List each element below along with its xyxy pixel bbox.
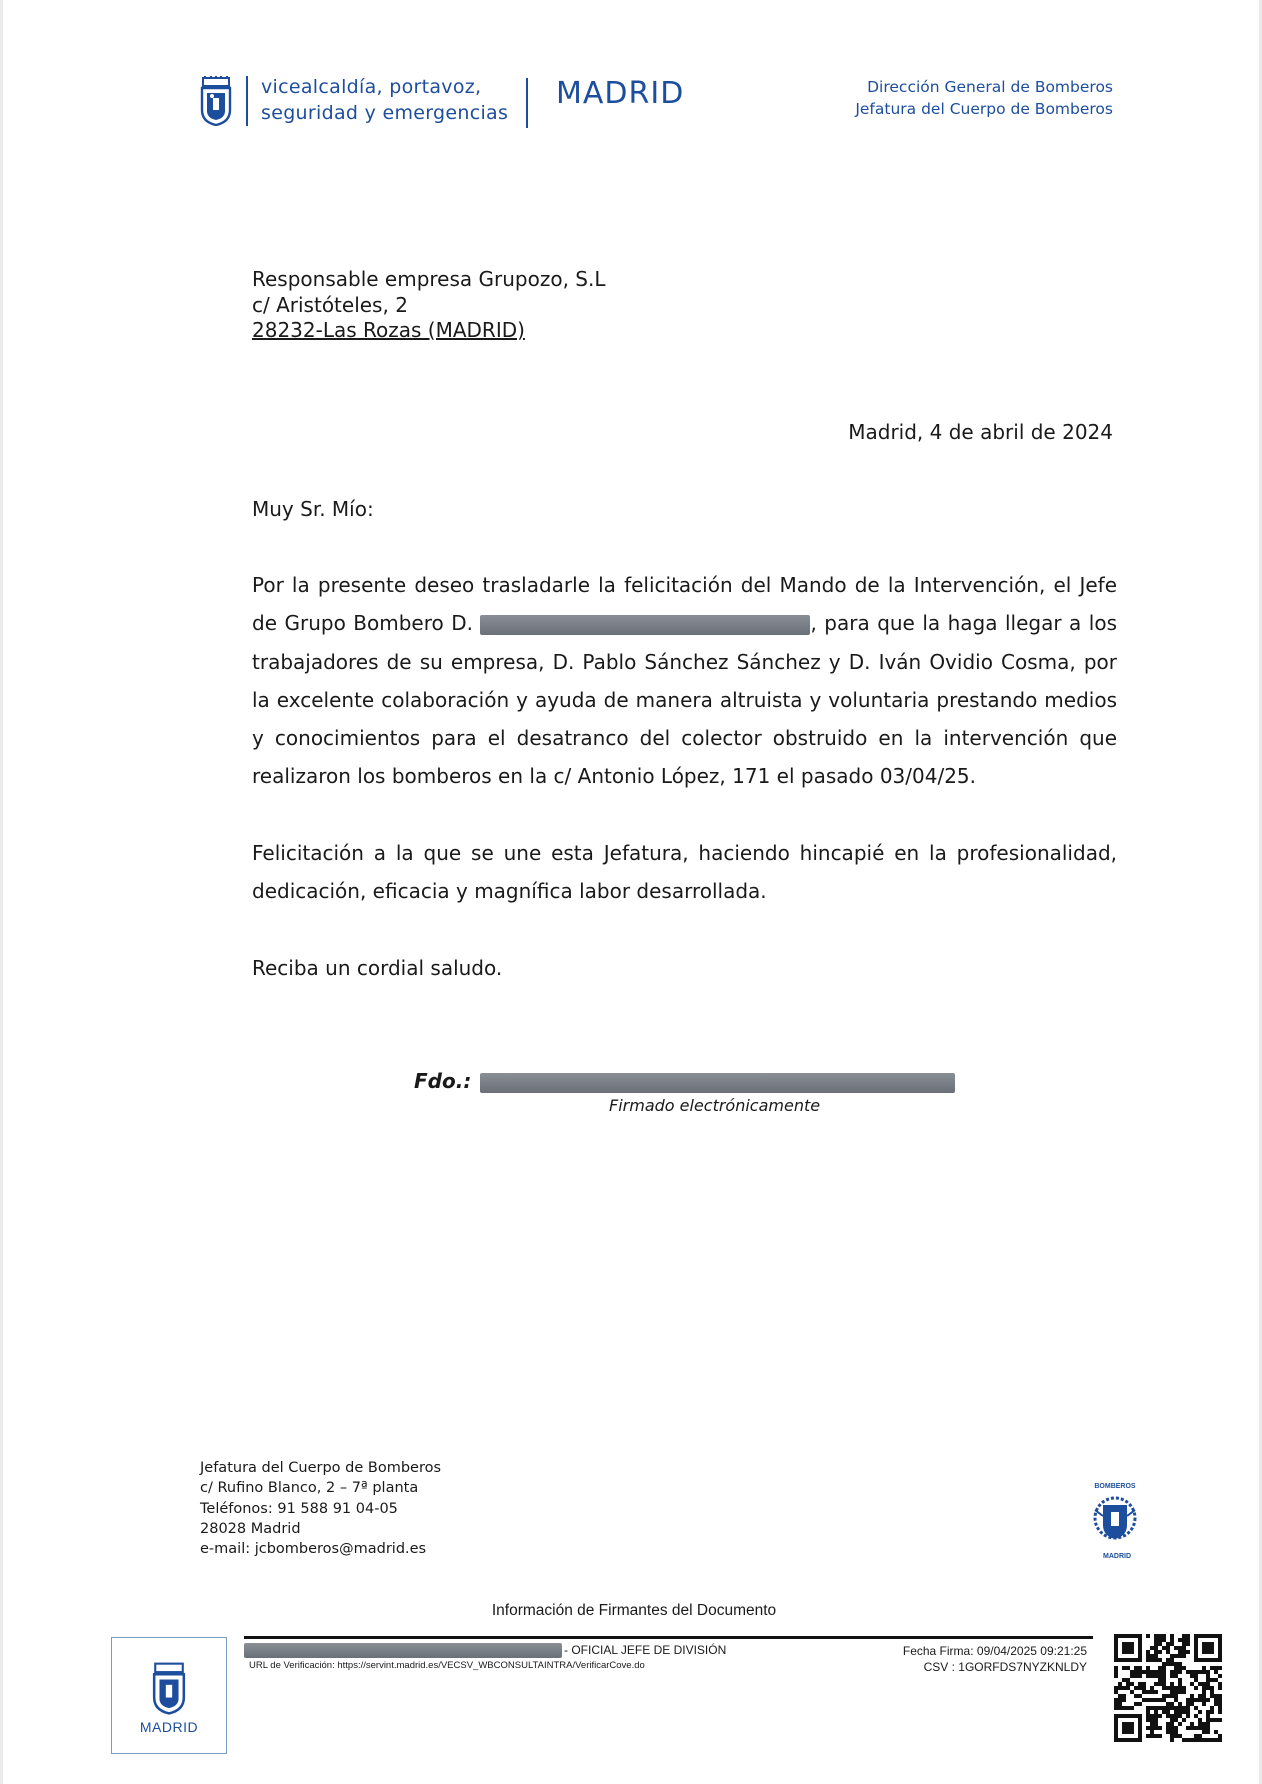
recipient-line: Responsable empresa Grupozo, S.L — [252, 267, 606, 291]
issuing-office — [855, 76, 1113, 120]
direction-line: Jefatura del Cuerpo de Bomberos — [855, 100, 1113, 118]
address-line: c/ Rufino Blanco, 2 – 7ª planta — [200, 1480, 419, 1497]
signer-row — [244, 1643, 726, 1658]
department-line: vicealcaldía, portavoz, — [261, 76, 482, 98]
seal-bottom-text: MADRID — [1103, 1553, 1131, 1560]
paragraph-text: , para que la haga llegar a los trabajadores de su empresa, D. Pablo Sánchez Sánchez y D. Iván Ovidio Cosma, por la excelente colaboración y ayuda de manera altruista y voluntaria prestando medios y conocimientos para el desatranco del colector obstruido en la intervención que realizaron los bomberos en la c/ Antonio López, 171 el pasado 03/04/25. — [252, 611, 1117, 789]
redacted-signer-name — [480, 1073, 955, 1093]
signature-prefix: Fdo.: — [414, 1069, 472, 1093]
redacted-signer — [244, 1643, 562, 1658]
recipient-line: 28232-Las Rozas (MADRID) — [252, 318, 525, 342]
address-line: Teléfonos: 91 588 91 04-05 — [200, 1500, 398, 1517]
paragraph-text: Por la presente deseo trasladarle la felicitación del Mando de la Intervención, el Jefe de Grupo Bombero D. — [252, 573, 1117, 636]
header-divider — [246, 76, 248, 126]
signers-info-title: Información de Firmantes del Documento — [491, 1602, 777, 1619]
signature-line — [414, 1069, 955, 1093]
body-paragraph: Felicitación a la que se une esta Jefatura, haciendo hincapié en la profesionalidad, dedicación, eficacia y magnífica labor desarrollada. — [252, 841, 1117, 904]
salutation: Muy Sr. Mío: — [252, 497, 374, 521]
closing: Reciba un cordial saludo. — [252, 956, 503, 980]
signature-note: Firmado electrónicamente — [609, 1096, 821, 1115]
address-line: 28028 Madrid — [200, 1520, 301, 1537]
footer-address — [200, 1458, 441, 1559]
signers-divider — [244, 1636, 1093, 1639]
letter-page — [3, 0, 1259, 1784]
address-line: e-mail: jcbomberos@madrid.es — [200, 1541, 427, 1558]
body-paragraph — [252, 566, 1117, 796]
department-line: seguridad y emergencias — [261, 102, 509, 124]
address-line: Jefatura del Cuerpo de Bomberos — [200, 1460, 442, 1476]
department-name — [261, 74, 508, 126]
bomberos-seal-icon — [1090, 1480, 1140, 1562]
signature-date: Fecha Firma: 09/04/2025 09:21:25 — [902, 1644, 1087, 1658]
madrid-crest-icon — [151, 1660, 187, 1716]
madrid-logo-text: MADRID — [556, 76, 685, 111]
letter-date: Madrid, 4 de abril de 2024 — [848, 420, 1113, 444]
recipient-line: c/ Aristóteles, 2 — [252, 292, 408, 317]
signer-role: - OFICIAL JEFE DE DIVISIÓN — [564, 1643, 727, 1657]
seal-top-text: BOMBEROS — [1094, 1483, 1136, 1490]
madrid-crest-icon — [199, 76, 233, 126]
direction-line: Dirección General de Bomberos — [867, 78, 1113, 96]
recipient-address — [252, 267, 606, 344]
csv-code: CSV : 1GORFDS7NYZKNLDY — [923, 1660, 1087, 1674]
madrid-logo-box — [111, 1637, 227, 1754]
verification-url: URL de Verificación: https://servint.madrid.es/VECSV_WBCONSULTAINTRA/VerificarCove.do — [249, 1660, 645, 1671]
header-divider — [526, 78, 528, 128]
qr-code-icon — [1114, 1634, 1222, 1742]
madrid-logo-label: MADRID — [139, 1719, 199, 1735]
signature-meta — [903, 1643, 1087, 1675]
redacted-name — [480, 615, 810, 635]
